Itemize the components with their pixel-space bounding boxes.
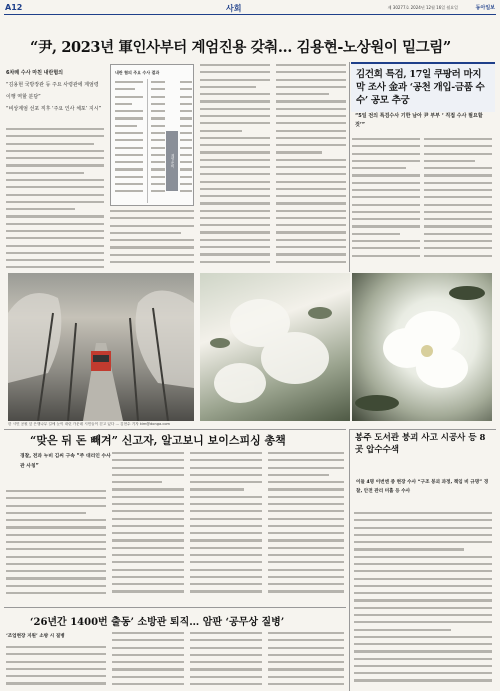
third-story-body-col4 [268, 632, 344, 690]
infobox-title: 내란 혐의 주요 수사 결과 [115, 70, 160, 75]
main-headline: “尹, 2023년 軍인사부터 계엄진용 갖춰… 김용현-노상원이 밑그림” [30, 39, 451, 56]
main-story-body-col1 [6, 128, 104, 268]
intro-line-1: 6차례 수사 마친 내란혐의 [6, 70, 64, 76]
right-bottom-intro: 이들 4명 이번엔 중 현장 수사 “구조 붕괴 과정, 책임 비 규명” 경찰, 안전 관리 미흡 등 수사 [356, 480, 489, 494]
infobox-entries [151, 81, 165, 201]
infobox-notes [180, 81, 192, 201]
main-story-body-col4 [276, 64, 346, 270]
third-story-intro: ‘조업현장 지원’ 소방 시 질병 [6, 634, 65, 639]
intro-line-2: “김용현 국방장관 등 주요 사령관에 계엄령 이행 역할 분담” [6, 82, 99, 100]
infobox-tag: 계엄 준비 [166, 131, 178, 191]
right-story-headline-box [351, 62, 495, 112]
divider [4, 429, 346, 430]
second-story-body-col2 [112, 452, 184, 602]
third-story-body-col2 [112, 632, 184, 690]
right-story-body-col1 [352, 138, 420, 268]
section-title: 사회 [226, 4, 242, 13]
right-bottom-headline: 봉주 도서관 붕괴 사고 시공사 등 8곳 압수수색 [355, 433, 486, 455]
intro-line-3: “비상계엄 선포 직후 ‘주요 인사 체포’ 지시” [6, 106, 102, 112]
infobox-dates [115, 81, 143, 201]
issue-info: 제 30277호 2024년 12월 16일 월요일 [387, 5, 458, 10]
second-story-body-col1 [6, 490, 106, 602]
divider [350, 429, 496, 430]
column-divider [349, 429, 350, 691]
page-number: A12 [5, 3, 23, 12]
right-story-headline: 김건희 특검, 17일 쿠팡러 마지막 조사 金과 ‘공천 개입-금품 수수’ 공모 추궁 [356, 69, 485, 106]
right-story-body-col2 [424, 138, 492, 268]
main-story-body-col2 [110, 210, 194, 270]
column-divider [349, 62, 350, 272]
timeline-infobox [110, 64, 194, 206]
photo-caption: 한 시민 공원 앞 은행나무 길에 눈이 내린 가운데 시민들이 걷고 있다 … 김현수 기자 kim@donga.com [8, 422, 171, 426]
page-header [4, 3, 496, 15]
newspaper-logo: 동아일보 [475, 5, 495, 11]
main-story-intro [6, 67, 104, 115]
third-story-headline: ‘26년간 1400번 출동’ 소방관 퇴직… 암판 ‘공무상 질병’ [30, 617, 285, 628]
timeline-line [147, 79, 148, 203]
third-story-body-col1 [6, 646, 106, 690]
divider [4, 607, 346, 608]
second-story-intro: 경찰, 전과 누비 김씨 구속 “주 대리인 수사관 사칭” [20, 454, 111, 469]
flower-photo-right [352, 273, 492, 421]
flower-photo-left [200, 273, 350, 421]
right-bottom-body [354, 512, 492, 688]
second-story-body-col3 [190, 452, 262, 602]
right-story-subhead: “5일 전의 특검수사 기한 남아 尹 부부 ‘ 직접 수사 필요할 것’” [355, 113, 483, 128]
second-story-body-col4 [268, 452, 344, 602]
third-story-body-col3 [190, 632, 262, 690]
second-story-headline: “맞은 뒤 돈 빼겨” 신고자, 알고보니 보이스피싱 총책 [30, 434, 286, 447]
right-bottom-headline-box [355, 432, 493, 474]
snowy-road-photo [8, 273, 194, 421]
main-story-body-col3 [200, 64, 270, 270]
